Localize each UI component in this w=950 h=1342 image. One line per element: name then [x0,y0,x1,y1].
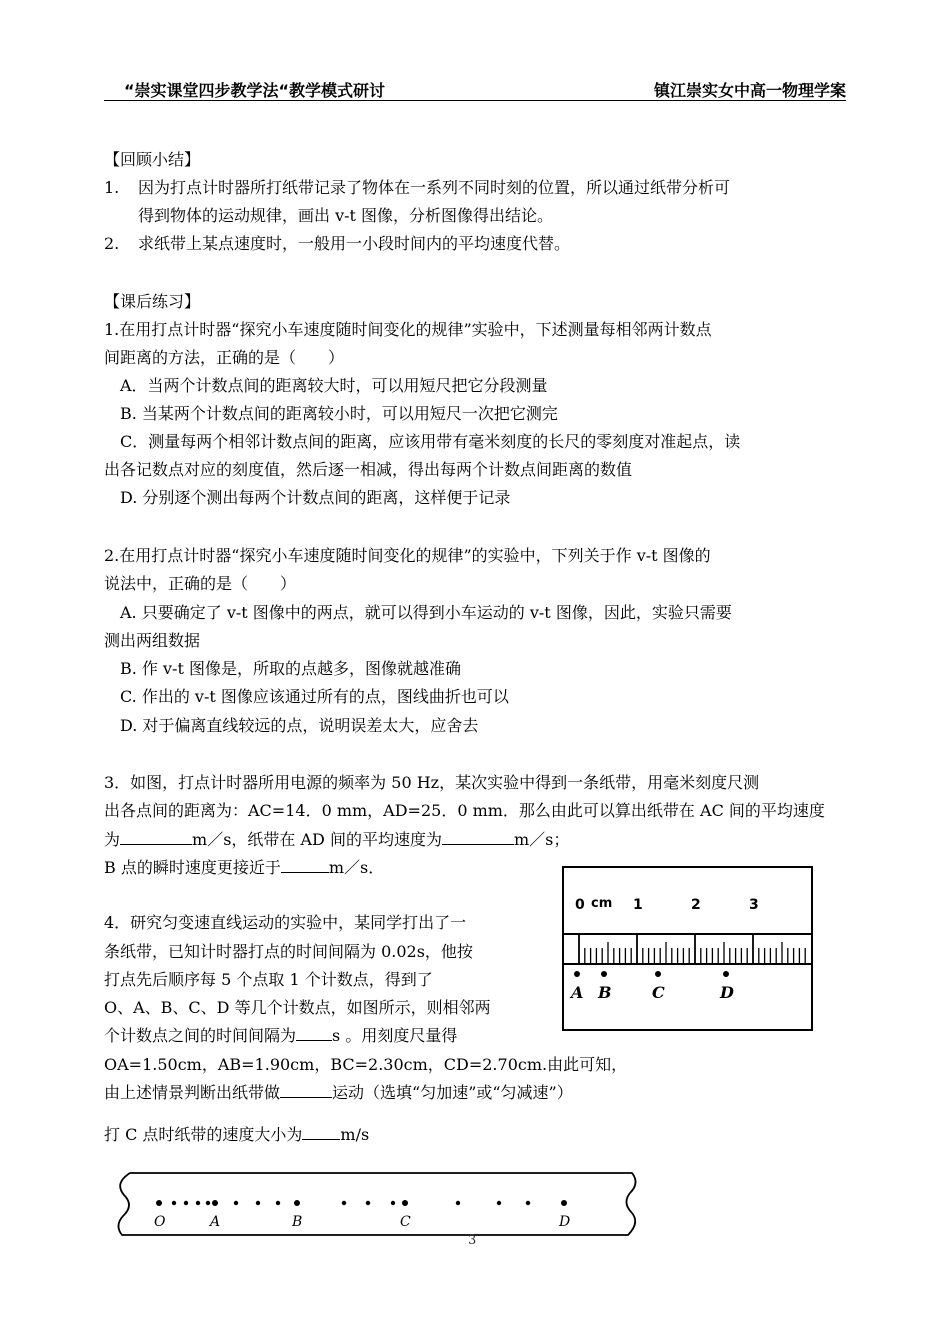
q2-stem-line-2: 说法中，正确的是（ ） [104,574,297,593]
page-number: 3 [468,1233,477,1248]
ruler-count-points [569,971,734,1002]
header-right: 镇江崇实女中高一物理学案 [653,81,846,100]
tape-label-D: D [559,1214,571,1230]
q4-line-8-text-a: 打 C 点时纸带的速度大小为 [104,1125,303,1144]
tape-dot [206,1201,210,1205]
tape-dot [456,1201,460,1205]
q1-option-d: D. 分别逐个测出每两个计数点间的距离，这样便于记录 [120,488,511,507]
q4-line-7 [104,1083,573,1103]
q3-line-4 [104,858,384,878]
q3-line-3-text-c: m／s； [513,830,570,849]
q3-answer-blank-ac[interactable] [120,830,192,845]
q3-line-3 [104,830,569,850]
q4-answer-blank-interval[interactable] [296,1026,332,1041]
ruler-unit-label: cm [591,896,613,911]
q4-line-1: 4．研究匀变速直线运动的实验中，某同学打出了一 [104,913,467,932]
review-title: 【回顾小结】 [104,150,201,169]
q3-line-3-text-a: 为 [104,830,121,849]
ruler-point-C [655,971,661,977]
ruler-point-B [601,971,607,977]
review-item-2: 求纸带上某点速度时，一般用一小段时间内的平均速度代替。 [138,234,571,253]
q2-option-c: C. 作出的 v-t 图像应该通过所有的点，图线曲折也可以 [120,687,509,706]
q4-line-3: 打点先后顺序每 5 个点取 1 个计数点，得到了 [104,970,433,989]
q1-option-c-line-1: C．测量每两个相邻计数点间的距离，应该用带有毫米刻度的长尺的零刻度对准起点，读 [120,432,741,451]
exercise-title: 【课后练习】 [104,292,201,311]
q2-option-a-line-1: A. 只要确定了 v-t 图像中的两点，就可以得到小车运动的 v-t 图像，因此，实验只需要 [120,603,732,622]
tape-dot [366,1201,370,1205]
ruler-point-label-A: A [571,983,584,1002]
q4-line-5-text-b: s 。用刻度尺量得 [332,1026,458,1045]
ruler-label-3: 3 [749,897,759,913]
tape-dot [391,1201,395,1205]
ruler-label-2: 2 [691,897,701,913]
tape-label-O: O [154,1214,166,1230]
tape-dot [234,1201,238,1205]
tape-count-point-D [561,1200,567,1206]
q3-line-1: 3．如图，打点计时器所用电源的频率为 50 Hz，某次实验中得到一条纸带，用毫米刻度尺测 [104,773,760,792]
tape-dot [342,1201,346,1205]
tape-dot [276,1201,280,1205]
paper-tape-strip [563,934,812,964]
q1-option-a: A．当两个计数点间的距离较大时，可以用短尺把它分段测量 [120,376,548,395]
tape-count-point-A [212,1200,218,1206]
q4-line-5 [104,1026,457,1046]
review-item-1-number: 1. [104,178,120,197]
q4-line-4: O、A、B、C、D 等几个计数点，如图所示，则相邻两 [104,998,491,1017]
q3-answer-blank-b[interactable] [281,858,329,873]
ruler-point-label-B: B [598,983,612,1002]
q4-line-8 [104,1125,369,1145]
paper-tape-outline [118,1173,635,1235]
ruler-label-1: 1 [633,897,643,913]
q1-option-c-line-2: 出各记数点对应的刻度值，然后逐一相减，得出每两个计数点间距离的数值 [104,460,633,479]
q2-stem-line-1: 2.在用打点计时器“探究小车速度随时间变化的规律”的实验中，下列关于作 v-t 图像的 [104,546,711,565]
q3-line-4-text-b: m／s． [328,858,385,877]
q4-answer-blank-motion[interactable] [280,1083,332,1098]
tape-dot [497,1201,501,1205]
q4-line-7-text-a: 由上述情景判断出纸带做 [104,1083,281,1102]
tape-label-C: C [400,1214,411,1230]
tape-count-point-B [294,1200,300,1206]
q3-line-3-text-b: m／s，纸带在 AD 间的平均速度为 [192,830,442,849]
ruler-point-A [574,971,580,977]
tape-dot [172,1201,176,1205]
q2-option-d: D. 对于偏离直线较远的点，说明误差太大，应舍去 [120,716,479,735]
q4-line-5-text-a: 个计数点之间的时间间隔为 [104,1026,297,1045]
tape-count-point-C [402,1200,408,1206]
q4-line-6: OA=1.50cm，AB=1.90cm，BC=2.30cm，CD=2.70cm.由此可知， [104,1055,628,1074]
tape-dots [157,1201,566,1205]
ruler-tick-marks [579,934,805,964]
review-item-2-number: 2. [104,234,120,253]
ruler-point-D [723,971,729,977]
review-item-1-line-1: 因为打点计时器所打纸带记录了物体在一系列不同时刻的位置，所以通过纸带分析可 [138,178,731,197]
q1-stem-line-2: 间距离的方法，正确的是（ ） [104,348,345,367]
q3-line-2: 出各点间的距离为：AC=14．0 mm，AD=25．0 mm．那么由此可以算出纸带在 AC 间的平均速度 [104,801,825,820]
q4-line-7-text-b: 运动（选填“匀加速”或“匀减速”） [332,1083,573,1102]
tape-label-A: A [210,1214,221,1230]
tape-dot [184,1201,188,1205]
q2-option-a-line-2: 测出两组数据 [104,631,201,650]
tape-dot [526,1201,530,1205]
q1-option-b: B. 当某两个计数点间的距离较小时，可以用短尺一次把它测完 [120,404,558,423]
tape-figure [112,1165,652,1245]
ruler-figure [560,864,816,1034]
page-header [104,78,846,101]
q3-answer-blank-ad[interactable] [442,830,514,845]
review-item-1-line-2: 得到物体的运动规律，画出 v-t 图像，分析图像得出结论。 [138,206,554,225]
tape-label-B: B [292,1214,303,1230]
ruler-label-0: 0 [575,897,585,913]
tape-count-point-O [156,1200,162,1206]
q3-line-4-text-a: B 点的瞬时速度更接近于 [104,858,281,877]
ruler-point-label-C: C [652,983,665,1002]
q4-answer-blank-velocity[interactable] [302,1125,340,1140]
q4-line-8-text-b: m/s [340,1125,370,1144]
tape-dot [256,1201,260,1205]
header-left: “崇实课堂四步教学法“教学模式研讨 [124,81,386,100]
q4-line-2: 条纸带，已知计时器打点的时间间隔为 0.02s，他按 [104,942,473,961]
q2-option-b: B. 作 v-t 图像是，所取的点越多，图像就越准确 [120,659,461,678]
ruler-figure-frame [563,867,812,1030]
tape-dot [196,1201,200,1205]
ruler-point-label-D: D [720,983,734,1002]
tape-count-labels [154,1200,570,1230]
q1-stem-line-1: 1.在用打点计时器“探究小车速度随时间变化的规律”实验中，下述测量每相邻两计数点 [104,320,712,339]
